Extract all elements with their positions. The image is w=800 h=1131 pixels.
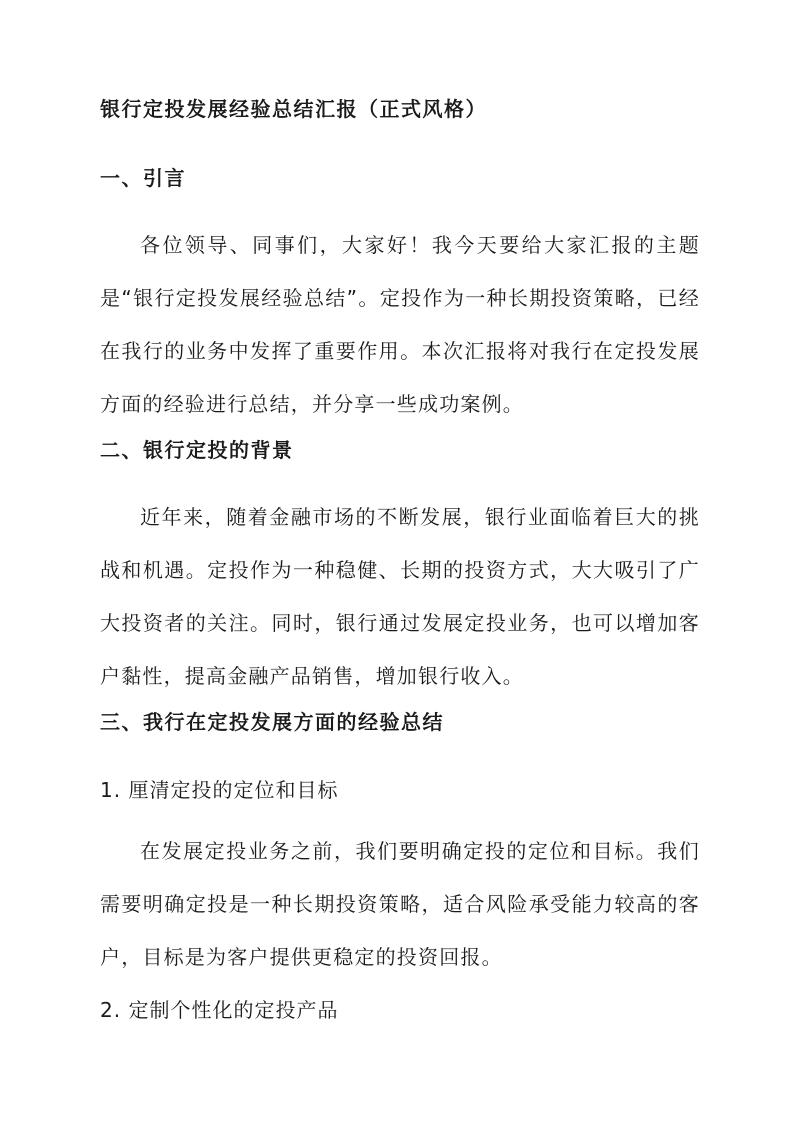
section-heading-background: 二、银行定投的背景 [100, 438, 294, 462]
section-paragraph-intro: 各位领导、同事们，大家好！我今天要给大家汇报的主题是“银行定投发展经验总结”。定投作为一种长期投资策略，已经在我行的业务中发挥了重要作用。本次汇报将对我行在定投发展方面的经验进行总结，并分享一些成功案例。 [100, 233, 700, 416]
subsection-heading-positioning: 1. 厘清定投的定位和目标 [100, 778, 339, 802]
section-heading-intro: 一、引言 [100, 166, 186, 190]
section-paragraph-background: 近年来，随着金融市场的不断发展，银行业面临着巨大的挑战和机遇。定投作为一种稳健、长期的投资方式，大大吸引了广大投资者的关注。同时，银行通过发展定投业务，也可以增加客户黏性，提高金融产品销售，增加银行收入。 [100, 505, 700, 688]
subsection-paragraph-positioning: 在发展定投业务之前，我们要明确定投的定位和目标。我们需要明确定投是一种长期投资策略，适合风险承受能力较高的客户，目标是为客户提供更稳定的投资回报。 [100, 839, 700, 969]
document-title: 银行定投发展经验总结汇报（正式风格） [100, 97, 487, 121]
subsection-heading-custom-products: 2. 定制个性化的定投产品 [100, 998, 339, 1022]
section-heading-experience: 三、我行在定投发展方面的经验总结 [100, 710, 444, 734]
